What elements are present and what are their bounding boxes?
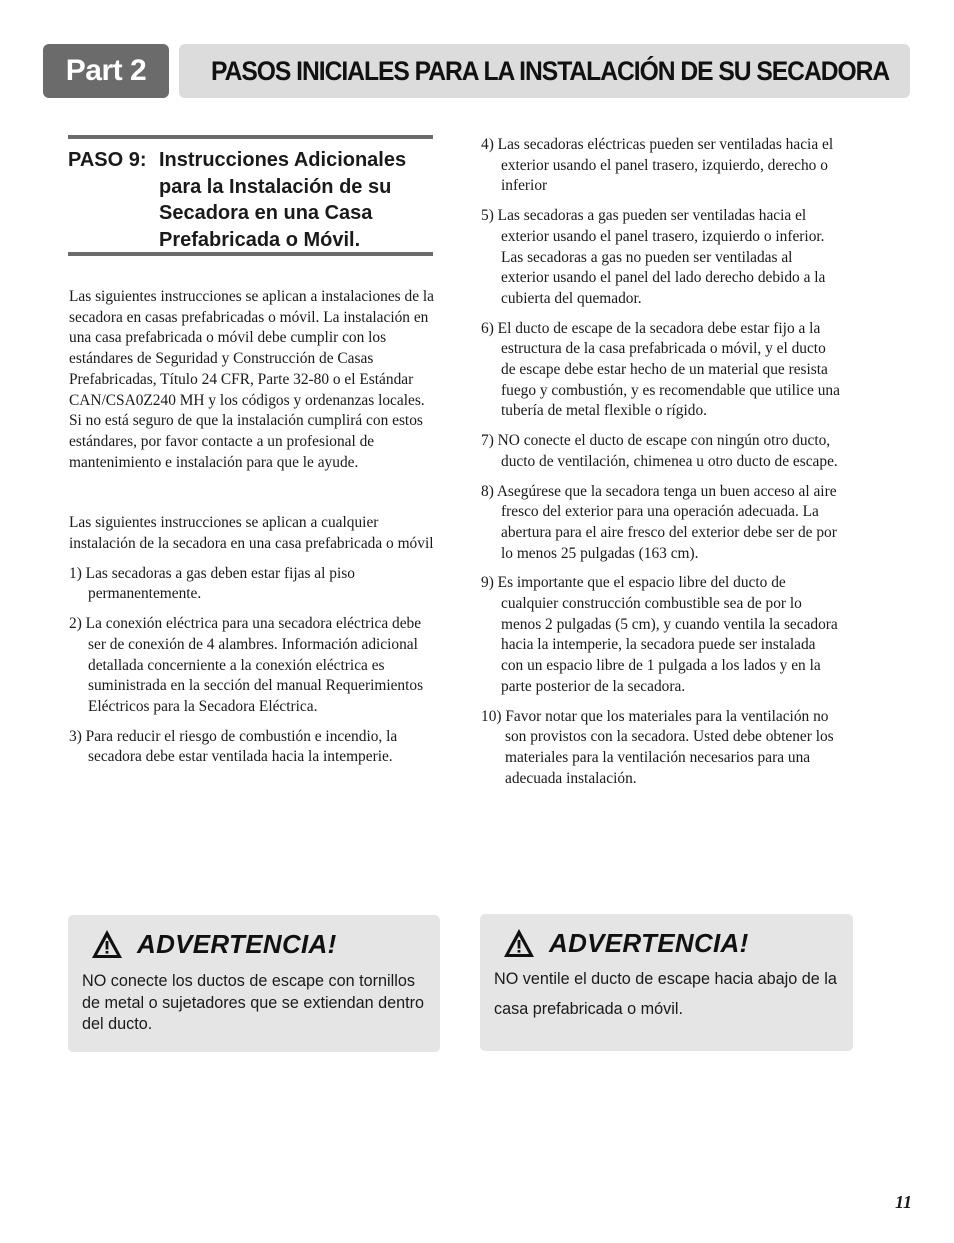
step-title: Instrucciones Adicionales para la Instalación de su Secadora en una Casa Prefabricada o Móvil. bbox=[159, 149, 407, 251]
list-item: 1) Las secadoras a gas deben estar fijas al piso permanentemente. bbox=[69, 564, 355, 603]
part-label: Part 2 bbox=[65, 54, 147, 87]
intro-paragraph: Las siguientes instrucciones se aplican a instalaciones de la secadora en casas prefabricadas o móvil. La instalación en una casa prefabricada o móvil debe cumplir con los estándares de Seguridad y Construcción de Casas Prefabricadas, Título 24 CFR, Parte 32-80 o el Estándar CAN/CSA0Z240 MH y los códigos y ordenanzas locales. Si no está seguro de que la instalación cumplirá con estos estándares, por favor contacte a un profesional de mantenimiento e instalación para que le ayude. bbox=[69, 288, 434, 471]
list-item: 2) La conexión eléctrica para una secadora eléctrica debe ser de conexión de 4 alambres. Información adicional detallada concerniente a la conexión eléctrica es suministrada en la sección del manual Requerimientos Eléctricos para la Secadora Eléctrica. bbox=[69, 615, 424, 715]
part-tab bbox=[43, 44, 169, 98]
warning-box bbox=[480, 914, 853, 1051]
list-item: 9) Es importante que el espacio libre del ducto de cualquier construcción combustible sea de por lo menos 2 pulgadas (5 cm), y cuando ventila la secadora hacia la intemperie, la secadora puede ser instalada con un espacio libre de 1 pulgada a los lados y en la parte posterior de la secadora. bbox=[481, 574, 838, 695]
list-item: 4) Las secadoras eléctricas pueden ser ventiladas hacia el exterior usando el panel trasero, izquierdo, derecho o inferior bbox=[481, 136, 834, 195]
list-item: 10) Favor notar que los materiales para la ventilación no son provistos con la secadora. Usted debe obtener los materiales para la ventilación necesarios para una adecuada instalación. bbox=[481, 707, 834, 787]
list-item: 5) Las secadoras a gas pueden ser ventiladas hacia el exterior usando el panel trasero, izquierdo o inferior. Las secadoras a gas no pueden ser ventiladas al exterior usando el panel del lado derecho debido a la cubierta del quemador. bbox=[481, 207, 826, 307]
step-heading bbox=[68, 135, 433, 256]
list-item: 7) NO conecte el ducto de escape con ningún otro ducto, ducto de ventilación, chimenea u otro ducto de escape. bbox=[481, 432, 838, 470]
warning-text: NO conecte los ductos de escape con tornillos de metal o sujetadores que se extiendan dentro del ducto. bbox=[82, 972, 424, 1033]
intro-paragraph-2: Las siguientes instrucciones se aplican a cualquier instalación de la secadora en una casa prefabricada o móvil bbox=[69, 514, 434, 553]
warning-title: ADVERTENCIA! bbox=[137, 928, 337, 959]
list-item: 8) Asegúrese que la secadora tenga un buen acceso al aire fresco del exterior para una operación adecuada. La abertura para el aire fresco del exterior debe ser de por lo menos 25 pulgadas (163 cm). bbox=[481, 482, 837, 562]
left-column bbox=[69, 287, 435, 768]
warning-header bbox=[82, 929, 426, 959]
page-number: 11 bbox=[894, 1192, 912, 1212]
warning-text: NO ventile el ducto de escape hacia abajo de la casa prefabricada o móvil. bbox=[494, 970, 837, 1018]
warning-header bbox=[494, 928, 839, 958]
warning-box bbox=[68, 915, 440, 1052]
step-label: PASO 9: bbox=[68, 149, 147, 171]
list-item: 3) Para reducir el riesgo de combustión e incendio, la secadora debe estar ventilada hacia la intemperie. bbox=[69, 727, 398, 766]
header-bar bbox=[179, 44, 910, 98]
right-column bbox=[481, 135, 841, 789]
page-title: PASOS INICIALES PARA LA INSTALACIÓN DE SU SECADORA bbox=[211, 55, 890, 86]
warning-triangle-icon bbox=[503, 928, 535, 958]
warning-triangle-icon bbox=[91, 929, 123, 959]
list-item: 6) El ducto de escape de la secadora debe estar fijo a la estructura de la casa prefabricada o móvil, y el ducto de escape debe estar hecho de un material que resista fuego y combustión, y es recomendable que utilice una tubería de metal flexible o rígido. bbox=[481, 319, 840, 420]
warning-title: ADVERTENCIA! bbox=[549, 927, 749, 958]
